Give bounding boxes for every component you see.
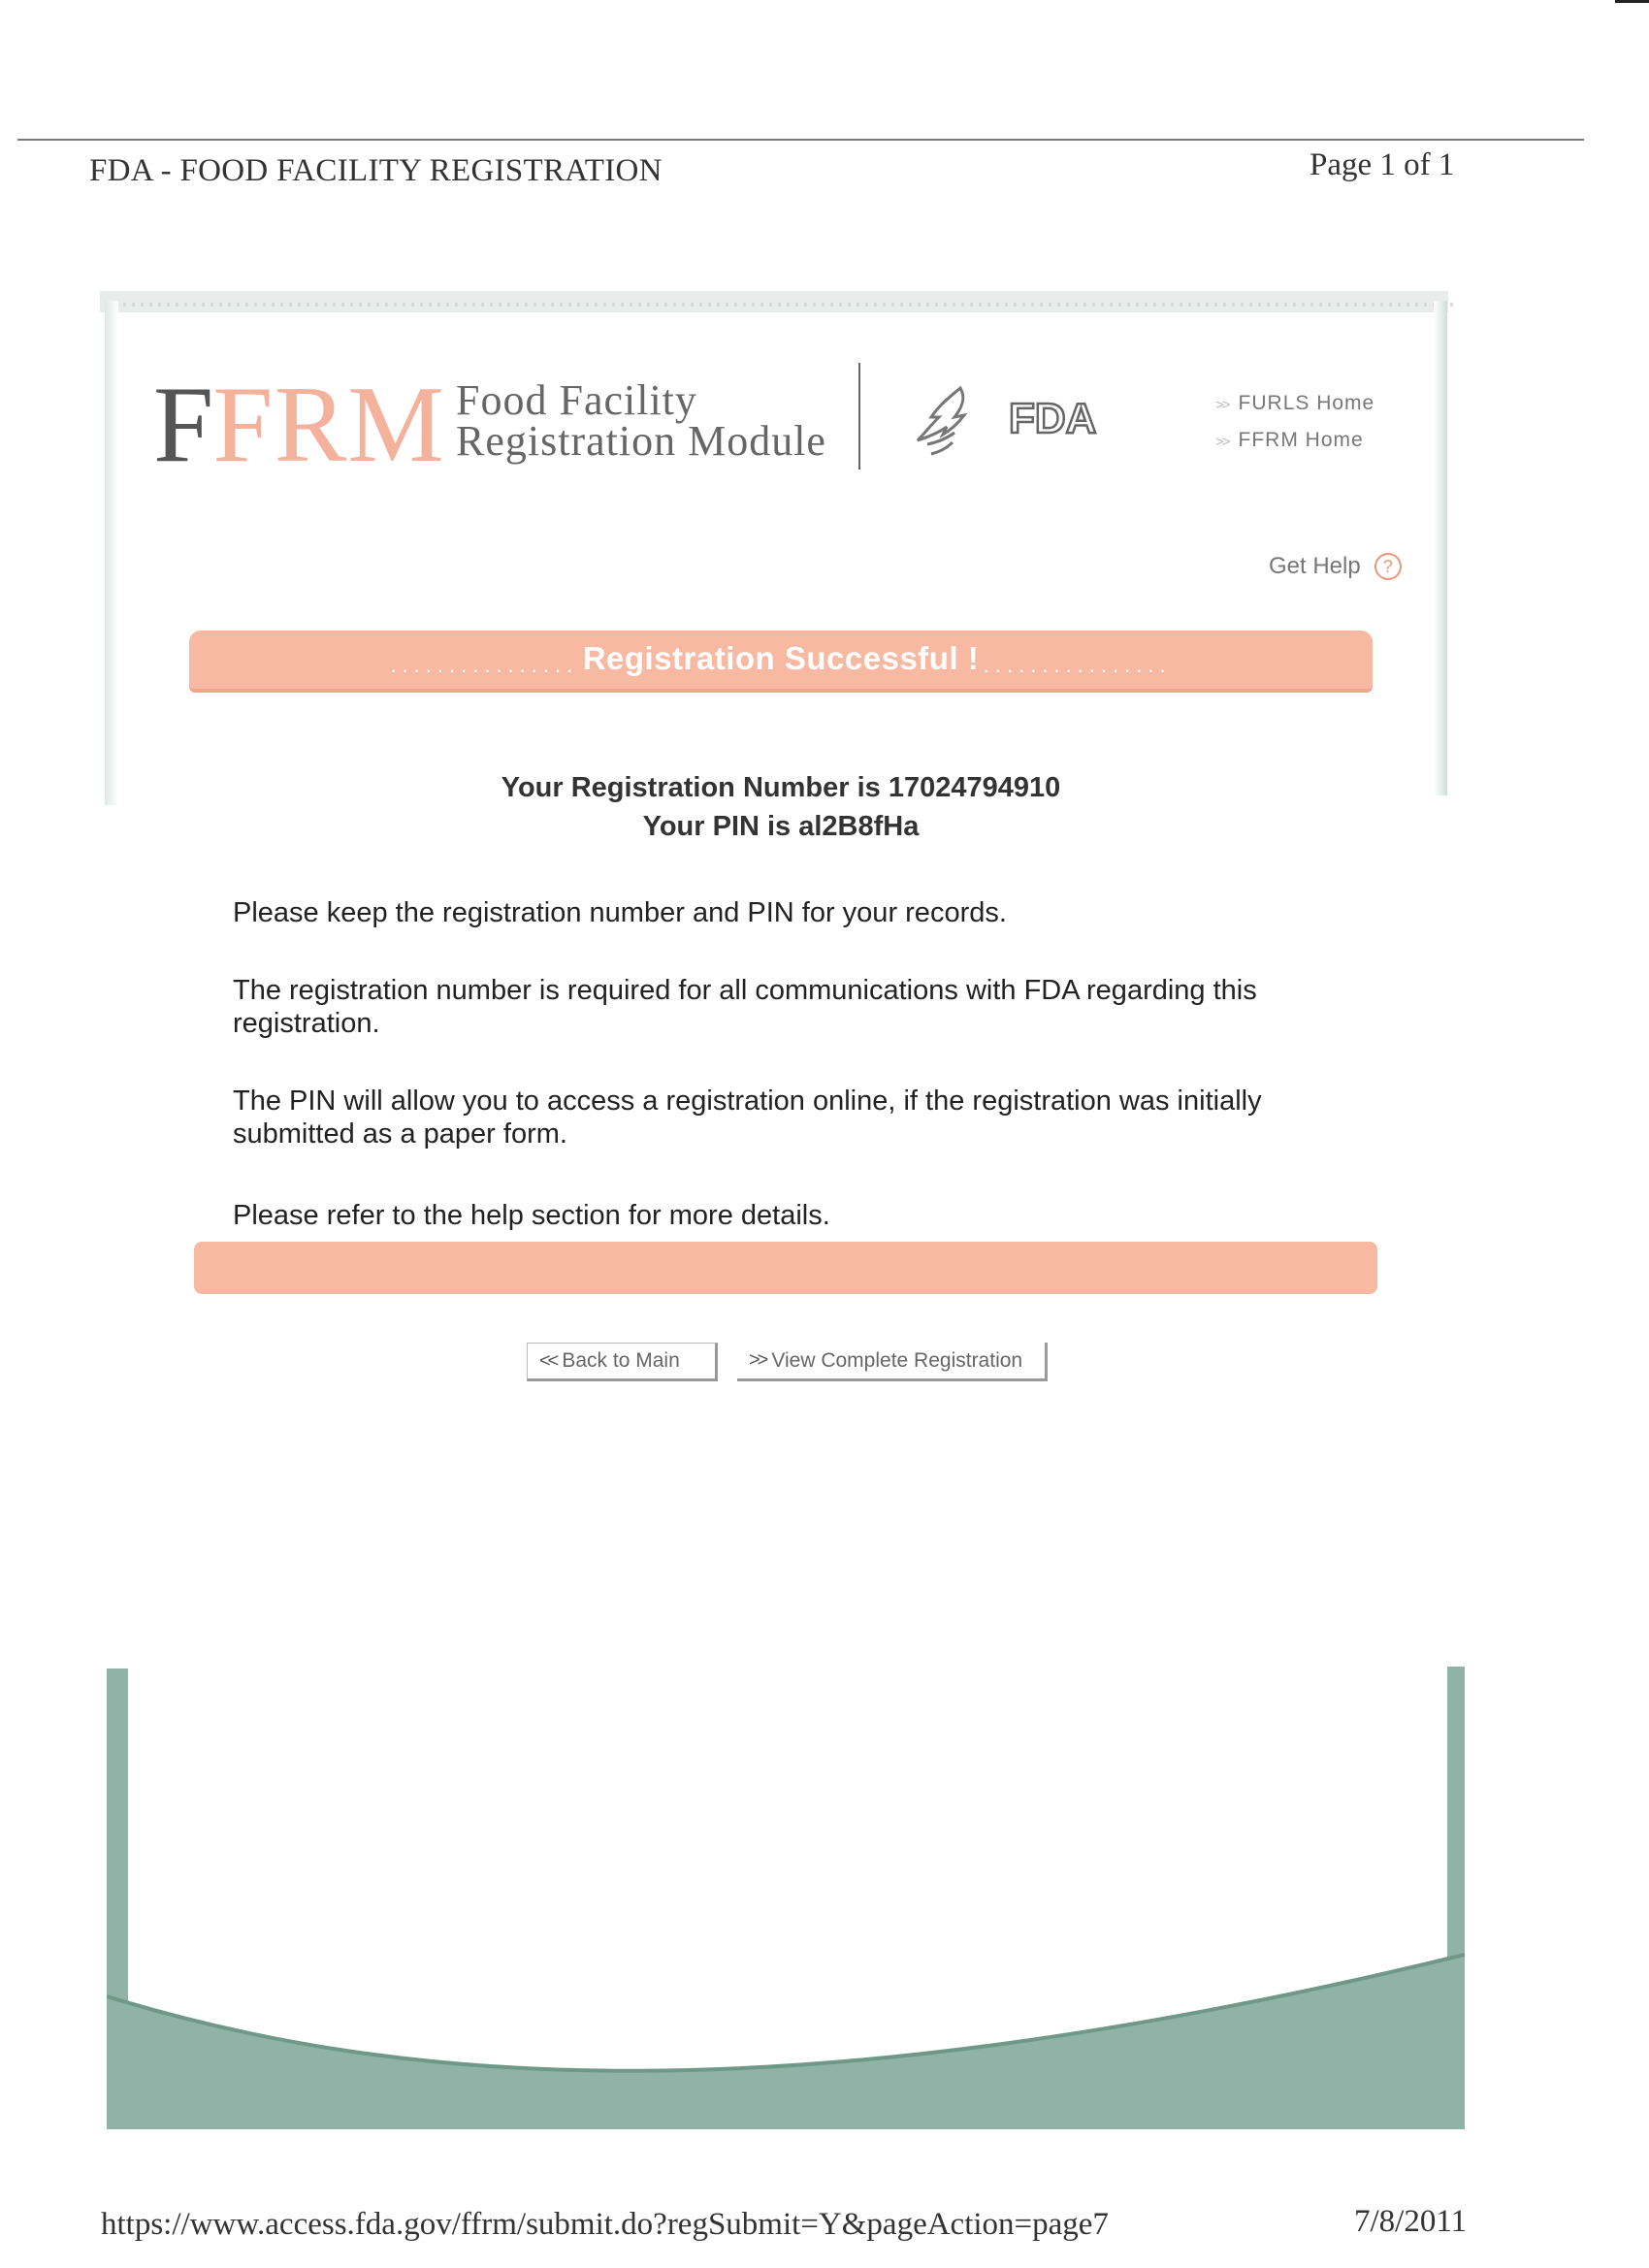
logo-name-line2: Registration Module: [456, 417, 826, 465]
get-help-label: Get Help: [1269, 553, 1361, 579]
header-frame-left: [105, 301, 118, 805]
question-circle-icon: ?: [1374, 553, 1402, 580]
double-chevron-left-icon: <<: [539, 1349, 557, 1372]
registration-success-banner: [189, 631, 1373, 693]
logo-abbr-rest: FRM: [212, 365, 445, 485]
header-frame-dots: [114, 303, 1453, 307]
registration-pin: Your PIN is al2B8fHa: [642, 811, 920, 842]
double-chevron-right-icon: >>: [749, 1349, 766, 1371]
hhs-eagle-icon: [910, 384, 976, 462]
registration-number: Your Registration Number is 17024794910: [501, 772, 1061, 803]
double-arrow-icon: >>: [1215, 397, 1229, 413]
furls-home-link[interactable]: [1215, 386, 1374, 423]
scan-corner-mark: [1615, 0, 1649, 3]
logo-divider: [858, 363, 860, 470]
logo-module-name: [456, 376, 826, 465]
ffrm-home-link[interactable]: [1215, 423, 1374, 460]
print-page-number: Page 1 of 1: [1310, 147, 1455, 182]
paragraph-help-section: Please refer to the help section for more details.: [233, 1200, 830, 1231]
view-complete-registration-label: View Complete Registration: [771, 1348, 1023, 1372]
back-to-main-button[interactable]: [527, 1343, 718, 1381]
ffrm-logo: [153, 365, 445, 485]
paragraph-number-required: The registration number is required for all communications with FDA regarding this registration.: [233, 975, 1257, 1039]
header-frame-right: [1434, 301, 1447, 795]
print-footer-url: https://www.access.fda.gov/ffrm/submit.do?regSubmit=Y&pageAction=page7: [101, 2207, 1109, 2242]
banner-dots-right: ................: [983, 652, 1172, 677]
print-header-title: FDA - FOOD FACILITY REGISTRATION: [89, 153, 663, 188]
paragraph-pin-access: The PIN will allow you to access a registration online, if the registration was initially submitted as a paper form.: [233, 1085, 1262, 1150]
footer-curve-graphic: [107, 1940, 1465, 2129]
view-complete-registration-button[interactable]: [737, 1343, 1048, 1381]
top-links: [1215, 386, 1374, 460]
ffrm-home-label: FFRM Home: [1238, 429, 1364, 451]
print-header-rule: [17, 139, 1584, 141]
fda-logo-icon: [1007, 392, 1114, 440]
banner-title: Registration Successful !: [582, 640, 980, 676]
header-frame-top: [100, 291, 1448, 312]
double-arrow-icon: >>: [1215, 434, 1229, 450]
fda-logo-text: FDA: [1009, 395, 1097, 440]
logo-abbr-first: F: [153, 365, 213, 485]
paragraph-keep-records: Please keep the registration number and PIN for your records.: [233, 897, 1007, 928]
back-to-main-label: Back to Main: [562, 1349, 680, 1372]
logo-name-line1: Food Facility: [456, 376, 697, 424]
print-footer-date: 7/8/2011: [1354, 2204, 1468, 2239]
content-bottom-bar: [194, 1242, 1377, 1294]
get-help-link[interactable]: [1269, 553, 1402, 580]
banner-dots-left: ................: [390, 652, 579, 677]
furls-home-label: FURLS Home: [1238, 392, 1375, 414]
